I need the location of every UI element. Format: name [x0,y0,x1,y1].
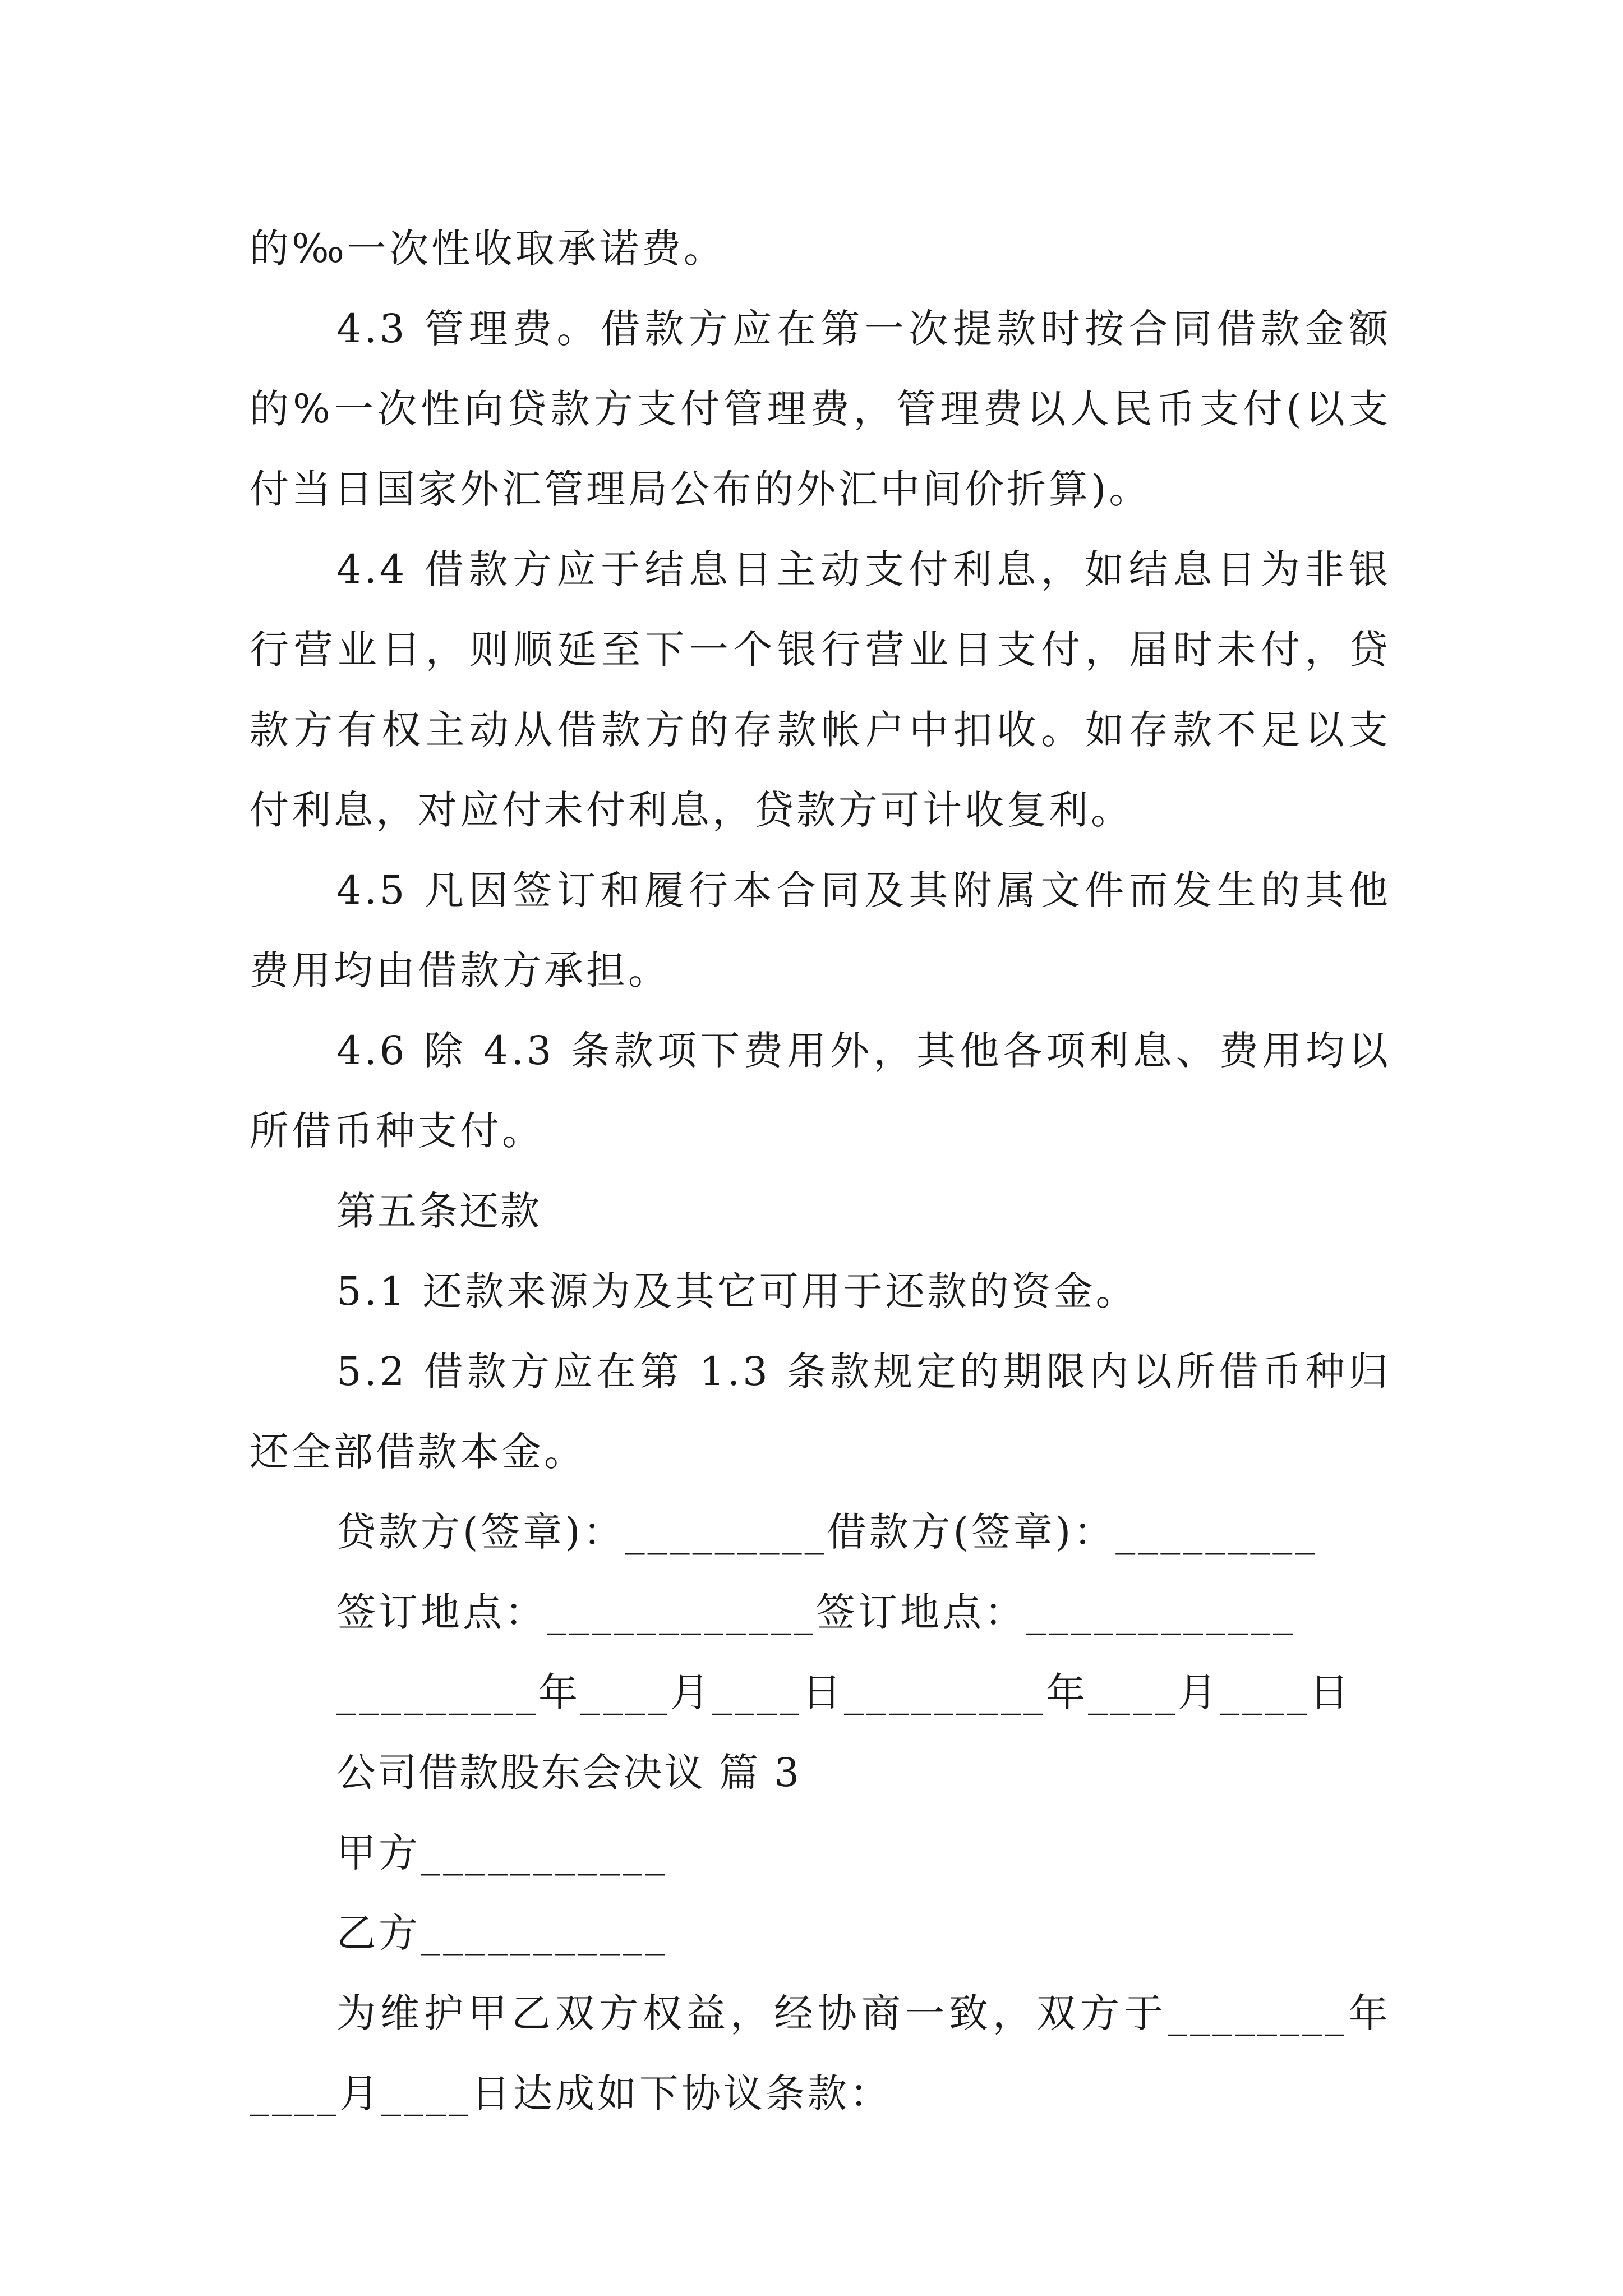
text-line: 4.4 借款方应于结息日主动支付利息，如结息日为非银 [336,546,1391,592]
text-line: 付利息，对应付未付利息，贷款方可计收复利。 [250,787,1133,833]
text-line: 5.1 还款来源为及其它可用于还款的资金。 [336,1268,1138,1314]
party-b-line: 乙方___________ [336,1910,667,1956]
text-line: ____月____日达成如下协议条款： [250,2070,892,2116]
text-line: 款方有权主动从借款方的存款帐户中扣收。如存款不足以支 [250,707,1391,753]
section-heading: 公司借款股东会决议 篇 3 [336,1750,801,1796]
section-heading: 第五条还款 [336,1188,541,1234]
text-line: 5.2 借款方应在第 1.3 条款规定的期限内以所借币种归 [336,1349,1391,1395]
signature-line: 贷款方(签章)：_________借款方(签章)：_________ [336,1509,1318,1555]
text-line: 所借币种支付。 [250,1108,544,1154]
date-line: _________年____月____日_________年____月____日 [336,1669,1352,1715]
document-page [250,209,1391,2134]
text-line: 还全部借款本金。 [250,1429,586,1475]
text-line: 的%一次性向贷款方支付管理费，管理费以人民币支付(以支 [250,386,1391,432]
text-line: 行营业日，则顺延至下一个银行营业日支付，届时未付，贷 [250,627,1391,673]
signing-place-line: 签订地点：____________签订地点：____________ [336,1589,1295,1635]
text-line: 为维护甲乙双方权益，经协商一致，双方于________年 [336,1990,1391,2036]
text-line: 费用均由借款方承担。 [250,947,670,993]
text-line: 付当日国家外汇管理局公布的外汇中间价折算)。 [250,466,1151,512]
text-line: 的‰一次性收取承诺费。 [250,226,726,272]
party-a-line: 甲方___________ [336,1830,667,1876]
text-line: 4.3 管理费。借款方应在第一次提款时按合同借款金额 [336,306,1391,352]
text-line: 4.6 除 4.3 条款项下费用外，其他各项利息、费用均以 [336,1028,1391,1074]
text-line: 4.5 凡因签订和履行本合同及其附属文件而发生的其他 [336,867,1391,913]
